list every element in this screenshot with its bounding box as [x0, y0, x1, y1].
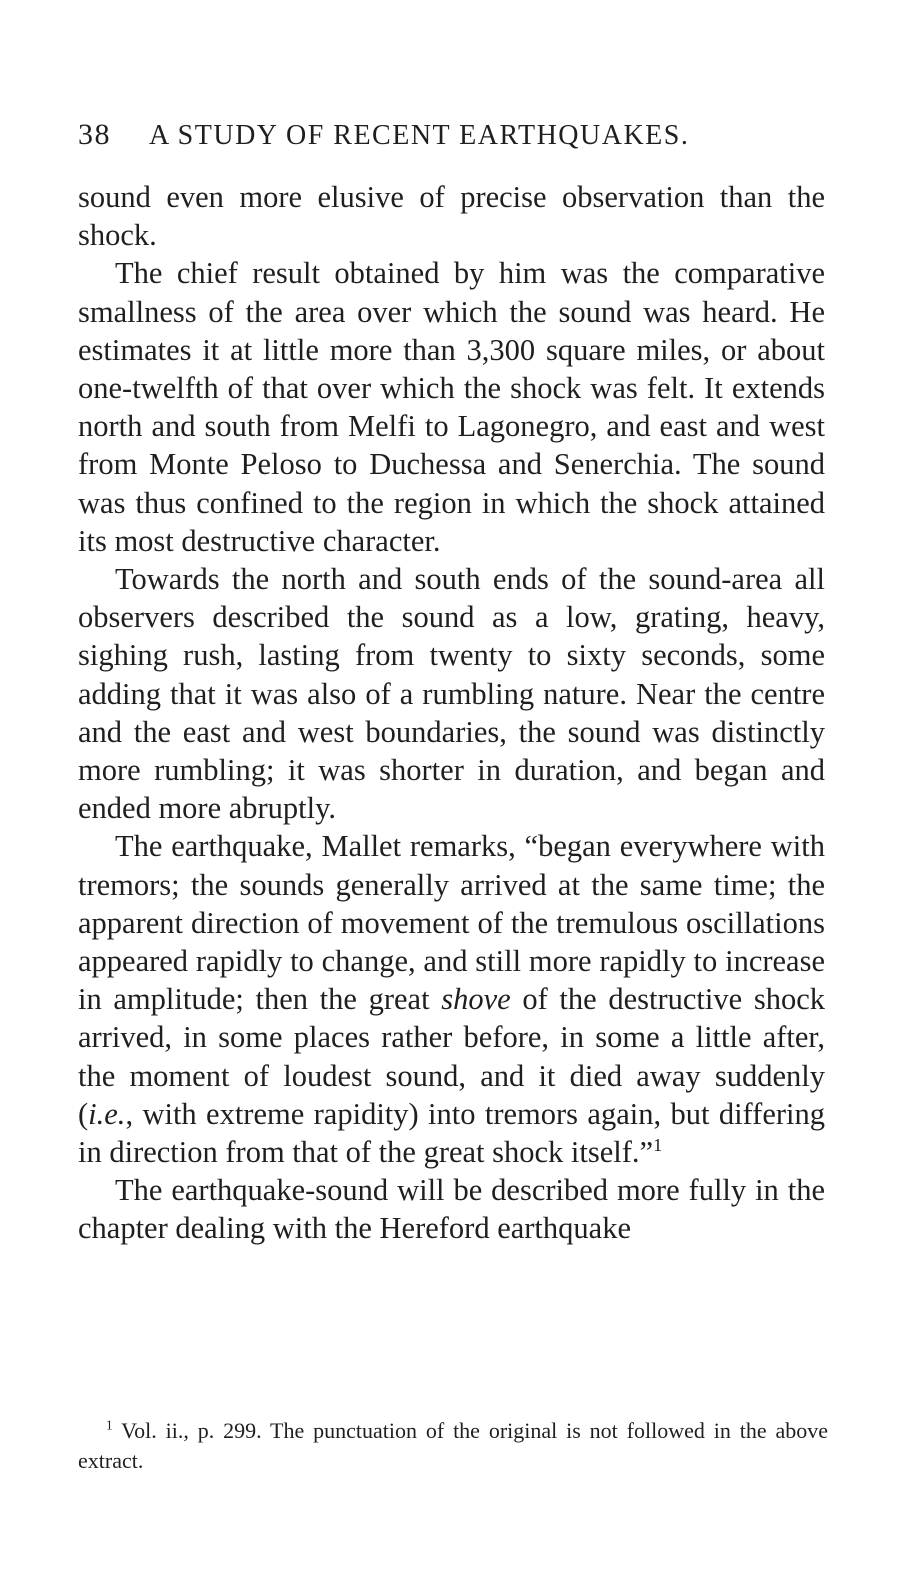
- paragraph-sound-area: The chief result obtained by him was the comparative smallness of the area over which the sound was heard. He estimates it at little more than 3,300 square miles, or about one-twelfth of that over which the shock was felt. It extends north and south from Melfi to Lagonegro, and east and west from Monte Peloso to Duchessa and Senerchia. The sound was thus confined to the region in which the shock attained its most destructive character.: [78, 256, 825, 558]
- running-title: A STUDY OF RECENT EARTHQUAKES.: [149, 120, 690, 151]
- footnote-text: Vol. ii., p. 299. The punctuation of the original is not followed in the above extract.: [78, 1418, 828, 1473]
- running-header: [78, 118, 728, 152]
- footnote-marker: 1: [106, 1417, 113, 1433]
- paragraph-continuation: sound even more elusive of precise observation than the shock.: [78, 180, 825, 253]
- footnote-1: [78, 1416, 828, 1476]
- footnote-reference[interactable]: 1: [653, 1134, 663, 1155]
- quote-text-1: The earthquake, Mallet remarks, “began everywhere with tremors; the sounds generally arrived at the same time; the apparent direction of movement of the tremulous oscillations appeared rapidly to change, and still more rapidly to increase in amplitude; then the great: [78, 829, 825, 1017]
- footnotes: [78, 1416, 828, 1476]
- quote-text-2: of the destructive shock arrived, in some places rather before, in some a little after, the moment of loudest sound, and it died away suddenly (: [78, 982, 825, 1131]
- quote-text-3: , with extreme rapidity) into tremors again, but differing in direction from that of the great shock itself.”: [78, 1096, 825, 1170]
- emphasis-shove: shove: [441, 982, 511, 1017]
- paragraph-hereford: The earthquake-sound will be described more fully in the chapter dealing with the Hereford earthquake: [78, 1173, 825, 1246]
- page-number: 38: [78, 118, 111, 151]
- paragraph-mallet-quote: [78, 827, 825, 1171]
- emphasis-ie: i.e.: [88, 1096, 126, 1131]
- paragraph-sound-description: Towards the north and south ends of the sound-area all observers described the sound as a low, grating, heavy, sighing rush, lasting from twenty to sixty seconds, some adding that it was also of a rumbling nature. Near the centre and the east and west boundaries, the sound was distinctly more rumbling; it was shorter in duration, and began and ended more abruptly.: [78, 562, 825, 826]
- body-text: [78, 178, 825, 1248]
